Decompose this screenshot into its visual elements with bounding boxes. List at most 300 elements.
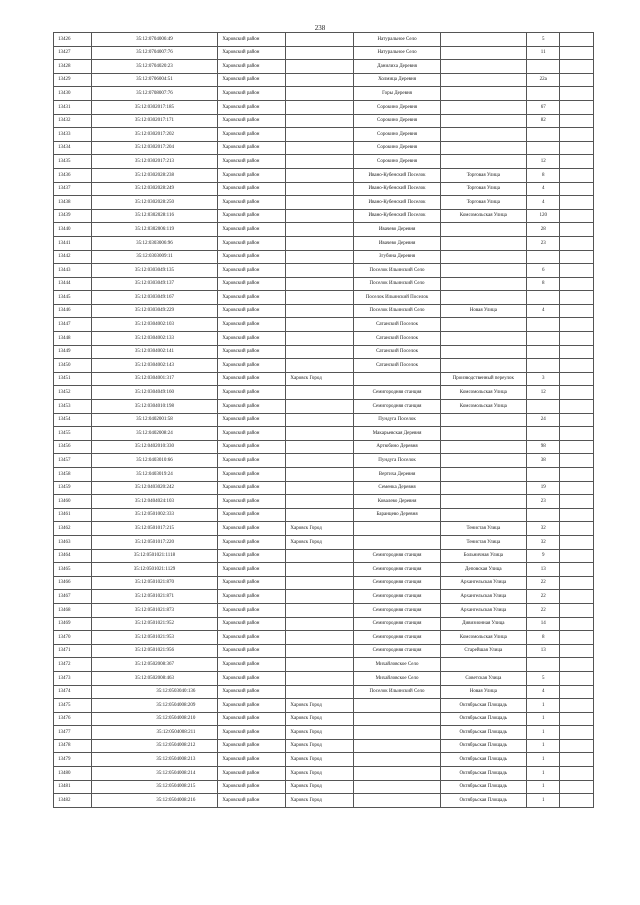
district-name-cell: Харовский район: [218, 440, 286, 454]
empty-cell: [560, 563, 594, 577]
house-number-cell: 22: [526, 590, 559, 604]
street-name-cell: [440, 46, 526, 60]
table-row: [54, 427, 594, 441]
row-number-cell: 13468: [54, 603, 92, 617]
city-name-cell: Харовск Город: [286, 726, 354, 740]
row-number-cell: 13434: [54, 141, 92, 155]
row-number-cell: 13433: [54, 128, 92, 142]
settlement-name-cell: Семигородняя станция: [354, 563, 440, 577]
row-number-cell: 13448: [54, 332, 92, 346]
empty-cell: [560, 359, 594, 373]
district-name-cell: Харовский район: [218, 73, 286, 87]
city-name-cell: [286, 671, 354, 685]
empty-cell: [560, 631, 594, 645]
district-name-cell: Харовский район: [218, 753, 286, 767]
settlement-name-cell: Семенка Деревня: [354, 481, 440, 495]
cadastral-number-cell: 35:12:0501021:956: [91, 644, 218, 658]
city-name-cell: [286, 73, 354, 87]
row-number-cell: 13427: [54, 46, 92, 60]
street-name-cell: [440, 481, 526, 495]
table-row: [54, 780, 594, 794]
empty-cell: [560, 699, 594, 713]
settlement-name-cell: Михайловское Село: [354, 658, 440, 672]
empty-cell: [560, 712, 594, 726]
street-name-cell: Октябрьская Площадь: [440, 753, 526, 767]
table-row: [54, 794, 594, 808]
house-number-cell: 32: [526, 522, 559, 536]
district-name-cell: Харовский район: [218, 617, 286, 631]
district-name-cell: Харовский район: [218, 182, 286, 196]
row-number-cell: 13471: [54, 644, 92, 658]
table-row: [54, 264, 594, 278]
cadastral-number-cell: 35:12:0302028:116: [91, 209, 218, 223]
district-name-cell: Харовский район: [218, 318, 286, 332]
house-number-cell: 3: [526, 372, 559, 386]
row-number-cell: 13469: [54, 617, 92, 631]
street-name-cell: [440, 359, 526, 373]
empty-cell: [560, 617, 594, 631]
settlement-name-cell: Сорокино Деревня: [354, 155, 440, 169]
cadastral-number-cell: 35:12:0704020:23: [91, 60, 218, 74]
row-number-cell: 13459: [54, 481, 92, 495]
table-row: [54, 100, 594, 114]
table-row: [54, 400, 594, 414]
table-row: [54, 359, 594, 373]
cadastral-number-cell: 35:12:0501021:871: [91, 590, 218, 604]
city-name-cell: Харовск Город: [286, 699, 354, 713]
district-name-cell: Харовский район: [218, 141, 286, 155]
empty-cell: [560, 780, 594, 794]
empty-cell: [560, 644, 594, 658]
house-number-cell: 8: [526, 631, 559, 645]
district-name-cell: Харовский район: [218, 209, 286, 223]
settlement-name-cell: Ивачево Деревня: [354, 236, 440, 250]
street-name-cell: [440, 128, 526, 142]
street-name-cell: Архангельская Улица: [440, 590, 526, 604]
settlement-name-cell: Натуральное Село: [354, 33, 440, 47]
city-name-cell: [286, 563, 354, 577]
settlement-name-cell: Семигородняя станция: [354, 576, 440, 590]
cadastral-number-cell: 35:12:0504008:212: [91, 739, 218, 753]
empty-cell: [560, 168, 594, 182]
house-number-cell: 1: [526, 699, 559, 713]
street-name-cell: [440, 223, 526, 237]
row-number-cell: 13449: [54, 345, 92, 359]
city-name-cell: [286, 168, 354, 182]
street-name-cell: Октябрьская Площадь: [440, 780, 526, 794]
empty-cell: [560, 590, 594, 604]
cadastral-number-cell: 35:12:0503040:136: [91, 685, 218, 699]
city-name-cell: [286, 454, 354, 468]
city-name-cell: [286, 576, 354, 590]
district-name-cell: Харовский район: [218, 631, 286, 645]
empty-cell: [560, 522, 594, 536]
empty-cell: [560, 223, 594, 237]
empty-cell: [560, 576, 594, 590]
empty-cell: [560, 291, 594, 305]
empty-cell: [560, 46, 594, 60]
district-name-cell: Харовский район: [218, 413, 286, 427]
city-name-cell: [286, 359, 354, 373]
settlement-name-cell: Семигородняя станция: [354, 644, 440, 658]
table-row: [54, 332, 594, 346]
street-name-cell: Октябрьская Площадь: [440, 739, 526, 753]
row-number-cell: 13443: [54, 264, 92, 278]
row-number-cell: 13482: [54, 794, 92, 808]
street-name-cell: Комсомольская Улица: [440, 209, 526, 223]
street-name-cell: [440, 468, 526, 482]
district-name-cell: Харовский район: [218, 685, 286, 699]
city-name-cell: Харовск Город: [286, 372, 354, 386]
district-name-cell: Харовский район: [218, 522, 286, 536]
house-number-cell: 13: [526, 644, 559, 658]
empty-cell: [560, 535, 594, 549]
table-row: [54, 631, 594, 645]
street-name-cell: [440, 345, 526, 359]
cadastral-number-cell: 35:12:0304002:141: [91, 345, 218, 359]
cadastral-number-cell: 35:12:0302028:249: [91, 182, 218, 196]
district-name-cell: Харовский район: [218, 114, 286, 128]
cadastral-number-cell: 35:12:0302017:185: [91, 100, 218, 114]
street-name-cell: Больничная Улица: [440, 549, 526, 563]
street-name-cell: [440, 427, 526, 441]
city-name-cell: [286, 345, 354, 359]
city-name-cell: [286, 33, 354, 47]
house-number-cell: 1: [526, 726, 559, 740]
city-name-cell: [286, 495, 354, 509]
city-name-cell: [286, 128, 354, 142]
empty-cell: [560, 481, 594, 495]
cadastral-number-cell: 35:12:0403020:242: [91, 481, 218, 495]
house-number-cell: 1: [526, 767, 559, 781]
district-name-cell: Харовский район: [218, 699, 286, 713]
table-row: [54, 291, 594, 305]
city-name-cell: [286, 400, 354, 414]
empty-cell: [560, 182, 594, 196]
cadastral-number-cell: 35:12:0302017:204: [91, 141, 218, 155]
house-number-cell: 8: [526, 168, 559, 182]
street-name-cell: Торговая Улица: [440, 168, 526, 182]
empty-cell: [560, 114, 594, 128]
city-name-cell: Харовск Город: [286, 794, 354, 808]
cadastral-number-cell: 35:12:0404024:103: [91, 495, 218, 509]
district-name-cell: Харовский район: [218, 590, 286, 604]
empty-cell: [560, 413, 594, 427]
city-name-cell: [286, 236, 354, 250]
street-name-cell: [440, 454, 526, 468]
settlement-name-cell: Поселок Ильинский Село: [354, 264, 440, 278]
district-name-cell: Харовский район: [218, 780, 286, 794]
table-row: [54, 549, 594, 563]
cadastral-number-cell: 35:12:0302028:238: [91, 168, 218, 182]
table-row: [54, 522, 594, 536]
street-name-cell: Октябрьская Площадь: [440, 794, 526, 808]
cadastral-number-cell: 35:12:0304010:198: [91, 400, 218, 414]
street-name-cell: [440, 318, 526, 332]
cadastral-number-cell: 35:12:0504008:209: [91, 699, 218, 713]
street-name-cell: [440, 658, 526, 672]
cadastral-number-cell: 35:12:0501021:870: [91, 576, 218, 590]
street-name-cell: Деповская Улица: [440, 563, 526, 577]
district-name-cell: Харовский район: [218, 264, 286, 278]
table-row: [54, 223, 594, 237]
row-number-cell: 13444: [54, 277, 92, 291]
house-number-cell: [526, 291, 559, 305]
row-number-cell: 13454: [54, 413, 92, 427]
empty-cell: [560, 73, 594, 87]
house-number-cell: 4: [526, 685, 559, 699]
settlement-name-cell: Пундуга Поселок: [354, 454, 440, 468]
street-name-cell: [440, 332, 526, 346]
city-name-cell: [286, 481, 354, 495]
settlement-name-cell: [354, 372, 440, 386]
row-number-cell: 13450: [54, 359, 92, 373]
row-number-cell: 13442: [54, 250, 92, 264]
street-name-cell: Архангельская Улица: [440, 603, 526, 617]
settlement-name-cell: Семигородняя станция: [354, 631, 440, 645]
city-name-cell: [286, 685, 354, 699]
cadastral-number-cell: 35:12:0303009:11: [91, 250, 218, 264]
empty-cell: [560, 100, 594, 114]
street-name-cell: [440, 60, 526, 74]
table-row: [54, 535, 594, 549]
street-name-cell: Комсомольская Улица: [440, 631, 526, 645]
city-name-cell: [286, 440, 354, 454]
row-number-cell: 13462: [54, 522, 92, 536]
district-name-cell: Харовский район: [218, 332, 286, 346]
street-name-cell: [440, 250, 526, 264]
district-name-cell: Харовский район: [218, 495, 286, 509]
settlement-name-cell: [354, 780, 440, 794]
table-row: [54, 345, 594, 359]
cadastral-number-cell: 35:12:0402010:330: [91, 440, 218, 454]
city-name-cell: [286, 196, 354, 210]
table-row: [54, 508, 594, 522]
table-row: [54, 495, 594, 509]
house-number-cell: 22а: [526, 73, 559, 87]
row-number-cell: 13470: [54, 631, 92, 645]
settlement-name-cell: Ивано-Кубенский Поселок: [354, 168, 440, 182]
district-name-cell: Харовский район: [218, 87, 286, 101]
settlement-name-cell: [354, 753, 440, 767]
cadastral-number-cell: 35:12:0504008:213: [91, 753, 218, 767]
city-name-cell: [286, 508, 354, 522]
empty-cell: [560, 60, 594, 74]
settlement-name-cell: Холмица Деревня: [354, 73, 440, 87]
settlement-name-cell: Ивано-Кубенский Поселок: [354, 196, 440, 210]
settlement-name-cell: Сатанский Поселок: [354, 332, 440, 346]
row-number-cell: 13455: [54, 427, 92, 441]
settlement-name-cell: Сорокино Деревня: [354, 100, 440, 114]
city-name-cell: Харовск Город: [286, 739, 354, 753]
cadastral-number-cell: 35:12:0303049:137: [91, 277, 218, 291]
district-name-cell: Харовский район: [218, 481, 286, 495]
district-name-cell: Харовский район: [218, 454, 286, 468]
table-row: [54, 114, 594, 128]
city-name-cell: [286, 264, 354, 278]
house-number-cell: [526, 359, 559, 373]
table-row: [54, 141, 594, 155]
district-name-cell: Харовский район: [218, 549, 286, 563]
street-name-cell: [440, 495, 526, 509]
street-name-cell: Производственный переулок: [440, 372, 526, 386]
settlement-name-cell: Ивано-Кубенский Поселок: [354, 182, 440, 196]
row-number-cell: 13436: [54, 168, 92, 182]
street-name-cell: Новая Улица: [440, 685, 526, 699]
empty-cell: [560, 345, 594, 359]
table-row: [54, 603, 594, 617]
house-number-cell: [526, 345, 559, 359]
table-row: [54, 739, 594, 753]
city-name-cell: [286, 427, 354, 441]
row-number-cell: 13472: [54, 658, 92, 672]
city-name-cell: [286, 114, 354, 128]
row-number-cell: 13475: [54, 699, 92, 713]
district-name-cell: Харовский район: [218, 726, 286, 740]
row-number-cell: 13457: [54, 454, 92, 468]
city-name-cell: [286, 46, 354, 60]
house-number-cell: 23: [526, 495, 559, 509]
settlement-name-cell: [354, 712, 440, 726]
empty-cell: [560, 386, 594, 400]
street-name-cell: Тенистая Улица: [440, 535, 526, 549]
empty-cell: [560, 508, 594, 522]
cadastral-number-cell: 35:12:0302017:202: [91, 128, 218, 142]
house-number-cell: [526, 318, 559, 332]
empty-cell: [560, 753, 594, 767]
row-number-cell: 13452: [54, 386, 92, 400]
street-name-cell: Советская Улица: [440, 671, 526, 685]
street-name-cell: Октябрьская Площадь: [440, 767, 526, 781]
district-name-cell: Харовский район: [218, 644, 286, 658]
empty-cell: [560, 264, 594, 278]
cadastral-number-cell: 35:12:0502008:463: [91, 671, 218, 685]
cadastral-number-cell: 35:12:0403010:66: [91, 454, 218, 468]
house-number-cell: [526, 508, 559, 522]
cadastral-number-cell: 35:12:0304002:143: [91, 359, 218, 373]
street-name-cell: Октябрьская Площадь: [440, 699, 526, 713]
street-name-cell: [440, 33, 526, 47]
city-name-cell: [286, 182, 354, 196]
empty-cell: [560, 794, 594, 808]
street-name-cell: [440, 87, 526, 101]
row-number-cell: 13438: [54, 196, 92, 210]
cadastral-number-cell: 35:12:0504008:210: [91, 712, 218, 726]
settlement-name-cell: Ивачево Деревня: [354, 223, 440, 237]
table-row: [54, 413, 594, 427]
settlement-name-cell: Сорокино Деревня: [354, 114, 440, 128]
cadastral-number-cell: 35:12:0501021:952: [91, 617, 218, 631]
table-row: [54, 563, 594, 577]
empty-cell: [560, 603, 594, 617]
house-number-cell: 5: [526, 33, 559, 47]
empty-cell: [560, 495, 594, 509]
settlement-name-cell: Сатанский Поселок: [354, 359, 440, 373]
settlement-name-cell: Сорокино Деревня: [354, 141, 440, 155]
house-number-cell: 23: [526, 236, 559, 250]
district-name-cell: Харовский район: [218, 128, 286, 142]
house-number-cell: [526, 141, 559, 155]
street-name-cell: [440, 141, 526, 155]
cadastral-number-cell: 35:12:0504008:214: [91, 767, 218, 781]
city-name-cell: Харовск Город: [286, 767, 354, 781]
district-name-cell: Харовский район: [218, 46, 286, 60]
row-number-cell: 13451: [54, 372, 92, 386]
district-name-cell: Харовский район: [218, 250, 286, 264]
district-name-cell: Харовский район: [218, 400, 286, 414]
house-number-cell: 120: [526, 209, 559, 223]
empty-cell: [560, 658, 594, 672]
settlement-name-cell: Сатанский Поселок: [354, 345, 440, 359]
table-row: [54, 372, 594, 386]
settlement-name-cell: Сатанский Поселок: [354, 318, 440, 332]
district-name-cell: Харовский район: [218, 359, 286, 373]
district-name-cell: Харовский район: [218, 60, 286, 74]
row-number-cell: 13480: [54, 767, 92, 781]
house-number-cell: 24: [526, 413, 559, 427]
table-row: [54, 454, 594, 468]
house-number-cell: 4: [526, 196, 559, 210]
settlement-name-cell: [354, 739, 440, 753]
city-name-cell: [286, 318, 354, 332]
registry-table-body: [54, 33, 594, 808]
city-name-cell: [286, 291, 354, 305]
city-name-cell: [286, 644, 354, 658]
row-number-cell: 13432: [54, 114, 92, 128]
cadastral-number-cell: 35:12:0302006:119: [91, 223, 218, 237]
cadastral-number-cell: 35:12:0504008:211: [91, 726, 218, 740]
settlement-name-cell: Михайловское Село: [354, 671, 440, 685]
settlement-name-cell: Данилиха Деревня: [354, 60, 440, 74]
table-row: [54, 685, 594, 699]
city-name-cell: [286, 590, 354, 604]
district-name-cell: Харовский район: [218, 427, 286, 441]
house-number-cell: 19: [526, 481, 559, 495]
table-row: [54, 318, 594, 332]
page-number: 238: [314, 24, 326, 32]
settlement-name-cell: Семигородняя станция: [354, 386, 440, 400]
settlement-name-cell: Пундуга Поселок: [354, 413, 440, 427]
district-name-cell: Харовский район: [218, 712, 286, 726]
district-name-cell: Харовский район: [218, 372, 286, 386]
empty-cell: [560, 196, 594, 210]
cadastral-number-cell: 35:12:0304049:160: [91, 386, 218, 400]
city-name-cell: [286, 549, 354, 563]
empty-cell: [560, 739, 594, 753]
street-name-cell: Дивизионная Улица: [440, 617, 526, 631]
street-name-cell: [440, 291, 526, 305]
empty-cell: [560, 726, 594, 740]
empty-cell: [560, 128, 594, 142]
city-name-cell: [286, 60, 354, 74]
settlement-name-cell: Поселок Ильинский Село: [354, 685, 440, 699]
district-name-cell: Харовский район: [218, 386, 286, 400]
street-name-cell: [440, 155, 526, 169]
house-number-cell: [526, 468, 559, 482]
city-name-cell: [286, 155, 354, 169]
house-number-cell: 5: [526, 671, 559, 685]
cadastral-number-cell: 35:12:0504008:216: [91, 794, 218, 808]
row-number-cell: 13440: [54, 223, 92, 237]
cadastral-number-cell: 35:12:0708007:76: [91, 87, 218, 101]
table-row: [54, 658, 594, 672]
street-name-cell: Торговая Улица: [440, 182, 526, 196]
street-name-cell: Октябрьская Площадь: [440, 712, 526, 726]
row-number-cell: 13473: [54, 671, 92, 685]
city-name-cell: [286, 468, 354, 482]
settlement-name-cell: Семигородняя станция: [354, 603, 440, 617]
house-number-cell: [526, 128, 559, 142]
